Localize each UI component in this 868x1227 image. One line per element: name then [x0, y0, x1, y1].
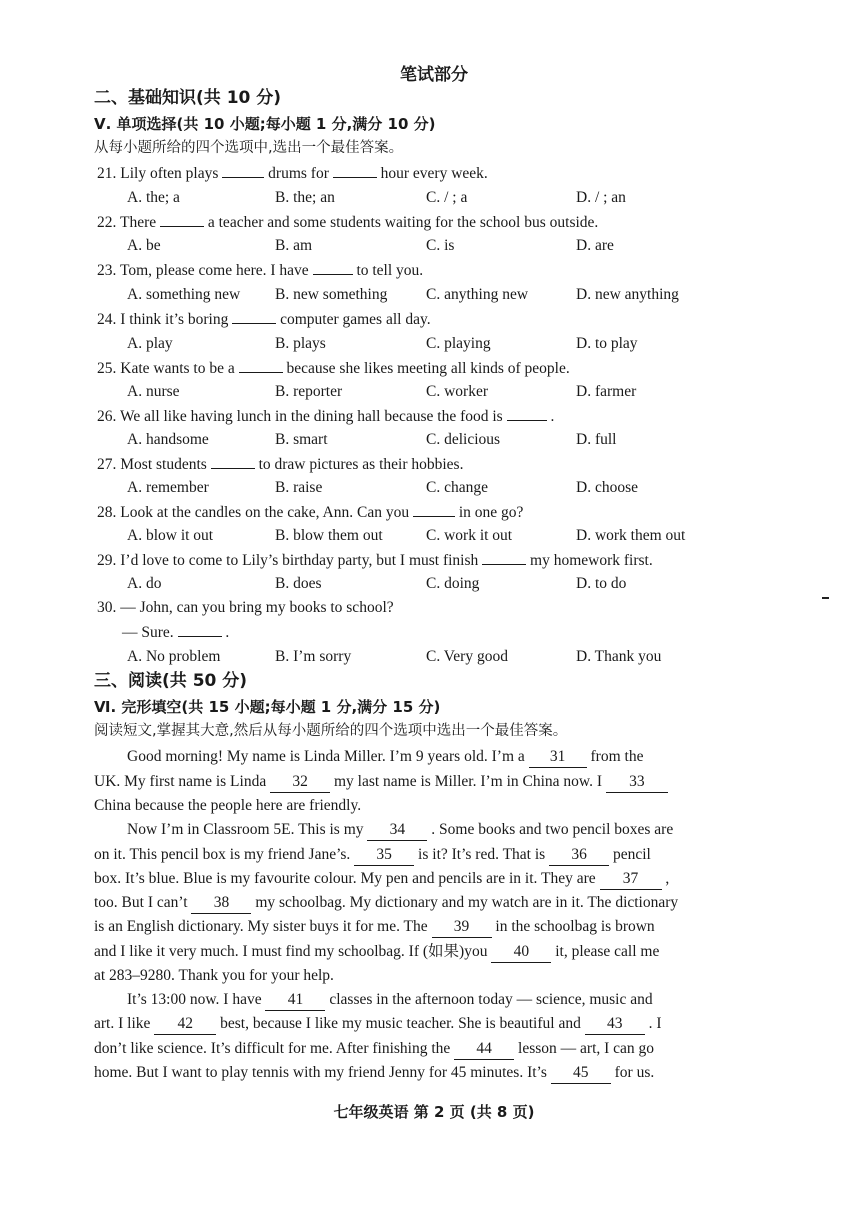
text-fragment: best, because I like my music teacher. She is beautiful and [220, 1015, 581, 1032]
q21-option-a: A. the; a [127, 189, 180, 206]
text-fragment: it, please call me [555, 943, 660, 960]
text-fragment: 28. [97, 504, 117, 521]
text-fragment: UK. My first name is Linda [94, 773, 267, 790]
text-fragment: a teacher and some students waiting for the school bus outside. [207, 214, 599, 231]
q26-option-a: A. handsome [127, 431, 209, 448]
question-28 [97, 502, 523, 523]
text-fragment: , [665, 870, 670, 887]
text-fragment: . [225, 624, 230, 641]
part-6-heading: Ⅵ. 完形填空(共 15 小题;每小题 1 分,满分 15 分) [94, 698, 441, 716]
text-fragment: my schoolbag. My dictionary and my watch are in it. The dictionary [255, 894, 679, 911]
q27-option-d: D. choose [576, 479, 638, 496]
text-fragment: home. But I want to play tennis with my friend Jenny for 45 minutes. It’s [94, 1064, 547, 1081]
answer-blank [313, 260, 353, 275]
blank-32: 32 [270, 772, 330, 793]
answer-blank [507, 406, 547, 421]
text-fragment: lesson — art, I can go [518, 1040, 655, 1057]
question-23 [97, 260, 423, 281]
q22-option-a: A. be [127, 237, 161, 254]
q23-option-c: C. anything new [426, 286, 529, 303]
text-fragment: in the schoolbag is brown [495, 918, 655, 935]
q23-option-d: D. new anything [576, 286, 679, 303]
blank-33: 33 [606, 772, 668, 793]
blank-40: 40 [491, 942, 551, 963]
blank-36: 36 [549, 845, 609, 866]
answer-blank [160, 212, 204, 227]
q24-option-d: D. to play [576, 335, 638, 352]
q25-option-b: B. reporter [275, 383, 343, 400]
passage-line [94, 1039, 732, 1060]
text-fragment: don’t like science. It’s difficult for me. After finishing the [94, 1040, 451, 1057]
q28-option-d: D. work them out [576, 527, 686, 544]
question-26 [97, 406, 554, 427]
section-3-heading: 三、阅读(共 50 分) [94, 671, 248, 691]
q30-option-c: C. Very good [426, 648, 508, 665]
text-fragment: hour every week. [380, 165, 488, 182]
q27-option-c: C. change [426, 479, 488, 496]
blank-43: 43 [585, 1014, 645, 1035]
text-fragment: 26. [97, 408, 117, 425]
blank-35: 35 [354, 845, 414, 866]
q21-option-d: D. / ; an [576, 189, 626, 206]
q22-option-b: B. am [275, 237, 313, 254]
q23-option-a: A. something new [127, 286, 241, 303]
q29-option-c: C. doing [426, 575, 480, 592]
q30-option-a: A. No problem [127, 648, 221, 665]
q26-option-d: D. full [576, 431, 617, 448]
text-fragment: art. I like [94, 1015, 151, 1032]
part-6-instruction: 阅读短文,掌握其大意,然后从每小题所给的四个选项中选出一个最佳答案。 [94, 723, 568, 739]
q23-option-b: B. new something [275, 286, 388, 303]
text-fragment: computer games all day. [280, 311, 431, 328]
text-fragment: too. But I can’t [94, 894, 188, 911]
passage-line [94, 917, 732, 938]
text-fragment: Look at the candles on the cake, Ann. Can you [120, 504, 410, 521]
q22-option-c: C. is [426, 237, 455, 254]
q26-option-c: C. delicious [426, 431, 501, 448]
q21-option-b: B. the; an [275, 189, 335, 206]
text-fragment: from the [590, 748, 644, 765]
text-fragment: 25. [97, 360, 117, 377]
answer-blank [211, 454, 255, 469]
text-fragment: drums for [268, 165, 329, 182]
text-fragment: is it? It’s red. That is [418, 846, 546, 863]
passage-line [94, 845, 732, 866]
q30-option-d: D. Thank you [576, 648, 662, 665]
answer-blank [333, 163, 377, 178]
answer-blank [232, 309, 276, 324]
answer-blank [482, 550, 526, 565]
question-29 [97, 550, 653, 571]
passage-line: at 283–9280. Thank you for your help. [94, 967, 334, 984]
text-fragment: 21. [97, 165, 117, 182]
text-fragment: 23. [97, 262, 117, 279]
part-5-instruction: 从每小题所给的四个选项中,选出一个最佳答案。 [94, 140, 404, 156]
blank-42: 42 [154, 1014, 216, 1035]
passage-line [94, 942, 732, 963]
q21-option-c: C. / ; a [426, 189, 468, 206]
answer-blank [239, 358, 283, 373]
q26-option-b: B. smart [275, 431, 328, 448]
text-fragment: and I like it very much. I must find my schoolbag. If (如果)you [94, 943, 488, 960]
text-fragment: 30. [97, 599, 117, 616]
text-fragment: is an English dictionary. My sister buys it for me. The [94, 918, 428, 935]
text-fragment: for us. [614, 1064, 655, 1081]
q29-option-b: B. does [275, 575, 322, 592]
text-fragment: It’s 13:00 now. I have [127, 991, 262, 1008]
text-fragment: . Some books and two pencil boxes are [431, 821, 674, 838]
text-fragment: 29. [97, 552, 117, 569]
text-fragment: on it. This pencil box is my friend Jane’s. [94, 846, 351, 863]
blank-44: 44 [454, 1039, 514, 1060]
passage-line [127, 747, 732, 768]
q27-option-b: B. raise [275, 479, 323, 496]
blank-45: 45 [551, 1063, 611, 1084]
passage-line [127, 990, 732, 1011]
text-fragment: box. It’s blue. Blue is my favourite colour. My pen and pencils are in it. They are [94, 870, 596, 887]
passage-line [94, 1063, 732, 1084]
text-fragment: Good morning! My name is Linda Miller. I’m 9 years old. I’m a [127, 748, 525, 765]
passage-line [94, 893, 732, 914]
text-fragment: Most students [120, 456, 207, 473]
question-25 [97, 358, 570, 379]
q22-option-d: D. are [576, 237, 614, 254]
question-21 [97, 163, 488, 184]
text-fragment: Lily often plays [120, 165, 219, 182]
text-fragment: 22. [97, 214, 117, 231]
section-2-heading: 二、基础知识(共 10 分) [94, 88, 282, 108]
part-5-heading: Ⅴ. 单项选择(共 10 小题;每小题 1 分,满分 10 分) [94, 115, 436, 133]
passage-line [94, 869, 732, 890]
blank-37: 37 [600, 869, 662, 890]
question-22 [97, 212, 598, 233]
q28-option-a: A. blow it out [127, 527, 214, 544]
passage-line [127, 820, 732, 841]
text-fragment: to draw pictures as their hobbies. [258, 456, 464, 473]
q25-option-a: A. nurse [127, 383, 180, 400]
question-30-reply [122, 622, 229, 643]
q28-option-c: C. work it out [426, 527, 513, 544]
blank-34: 34 [367, 820, 427, 841]
passage-line [94, 1014, 732, 1035]
q30-option-b: B. I’m sorry [275, 648, 352, 665]
q28-option-b: B. blow them out [275, 527, 383, 544]
text-fragment: 27. [97, 456, 117, 473]
q24-option-b: B. plays [275, 335, 326, 352]
blank-31: 31 [529, 747, 587, 768]
question-24 [97, 309, 431, 330]
text-fragment: We all like having lunch in the dining hall because the food is [119, 408, 503, 425]
text-fragment: my homework first. [530, 552, 653, 569]
text-fragment: I’d love to come to Lily’s birthday party, but I must finish [120, 552, 479, 569]
text-fragment: pencil [612, 846, 651, 863]
q24-option-a: A. play [127, 335, 173, 352]
page-footer: 七年级英语 第 2 页 (共 8 页) [333, 1103, 535, 1121]
stray-mark [822, 597, 829, 599]
text-fragment: Kate wants to be a [120, 360, 235, 377]
answer-blank [222, 163, 264, 178]
q24-option-c: C. playing [426, 335, 491, 352]
text-fragment: because she likes meeting all kinds of people. [286, 360, 570, 377]
blank-41: 41 [265, 990, 325, 1011]
q29-option-d: D. to do [576, 575, 627, 592]
text-fragment: in one go? [458, 504, 524, 521]
text-fragment: 24. [97, 311, 117, 328]
blank-39: 39 [432, 917, 492, 938]
question-30 [97, 598, 394, 618]
text-fragment: to tell you. [356, 262, 424, 279]
text-fragment: Tom, please come here. I have [119, 262, 309, 279]
text-fragment: — Sure. [122, 624, 174, 641]
answer-blank [178, 622, 222, 637]
question-27 [97, 454, 463, 475]
text-fragment: I think it’s boring [120, 311, 229, 328]
text-fragment: There [119, 214, 157, 231]
text-fragment: . I [648, 1015, 662, 1032]
q29-option-a: A. do [127, 575, 162, 592]
answer-blank [413, 502, 455, 517]
q25-option-c: C. worker [426, 383, 488, 400]
page-title: 笔试部分 [400, 65, 468, 85]
text-fragment: my last name is Miller. I’m in China now. I [333, 773, 603, 790]
passage-line [94, 772, 732, 793]
q25-option-d: D. farmer [576, 383, 637, 400]
q27-option-a: A. remember [127, 479, 209, 496]
blank-38: 38 [191, 893, 251, 914]
passage-line: China because the people here are friendly. [94, 797, 362, 814]
text-fragment: . [550, 408, 555, 425]
text-fragment: — John, can you bring my books to school? [120, 599, 394, 616]
text-fragment: classes in the afternoon today — science, music and [329, 991, 653, 1008]
text-fragment: Now I’m in Classroom 5E. This is my [127, 821, 364, 838]
